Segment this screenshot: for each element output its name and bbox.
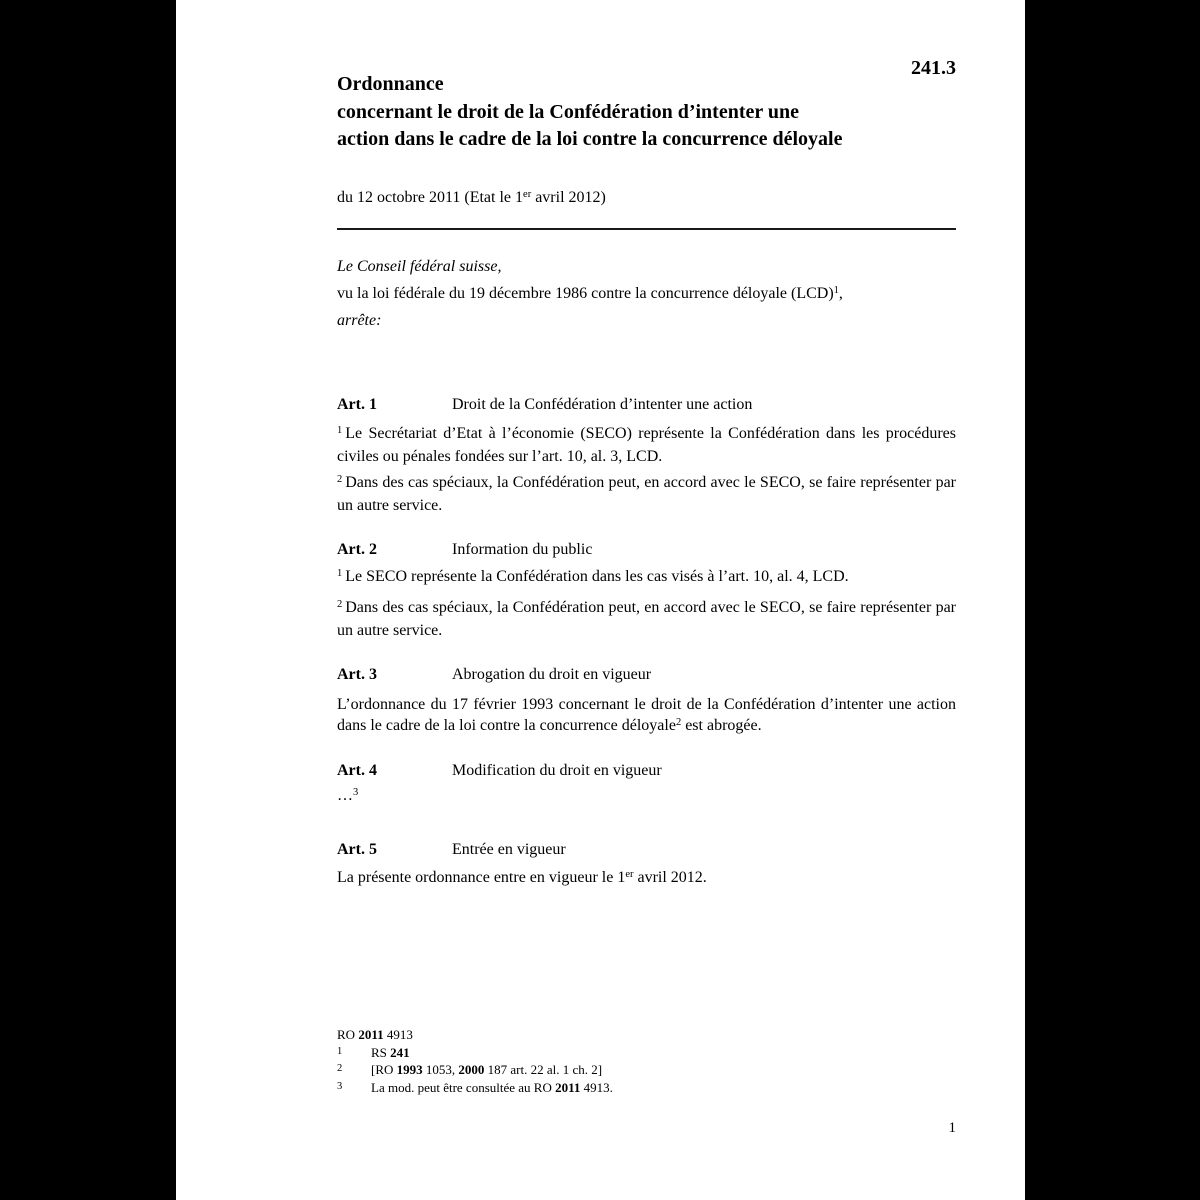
article-5-paragraph-1: [337, 868, 956, 891]
article-3-title: Abrogation du droit en vigueur: [452, 666, 652, 683]
ro-reference-line: [337, 1026, 956, 1044]
article-3-label: Art. 3: [337, 666, 377, 683]
article-4-title: Modification du droit en vigueur: [452, 762, 662, 779]
paragraph-text: Dans des cas spéciaux, la Confédération peut, en accord avec le SECO, se faire représenter par un autre service.: [337, 474, 956, 514]
article-2-label: Art. 2: [337, 541, 377, 558]
footnote-ref-2: 2: [675, 716, 682, 728]
footnote-3: [337, 1079, 956, 1097]
ro-text: RO: [337, 1027, 359, 1042]
paragraph-text: La présente ordonnance entre en vigueur le 1: [337, 869, 626, 886]
article-5-title: Entrée en vigueur: [452, 841, 566, 858]
article-2-title: Information du public: [452, 541, 593, 558]
title-line-3: action dans le cadre de la loi contre la concurrence déloyale: [337, 128, 843, 150]
preamble-author: Le Conseil fédéral suisse,: [337, 258, 502, 275]
footnote-2-number: 2: [337, 1063, 343, 1074]
preamble-vu-text: vu la loi fédérale du 19 décembre 1986 contre la concurrence déloyale (LCD): [337, 285, 834, 302]
footnote-1: [337, 1044, 956, 1062]
page-content: [337, 0, 956, 1200]
page-number: 1: [948, 1120, 956, 1136]
classification-number: 241.3: [911, 57, 956, 79]
paragraph-text: Le SECO représente la Confédération dans les cas visés à l’art. 10, al. 4, LCD.: [345, 568, 849, 585]
footnote-3-number: 3: [337, 1080, 343, 1092]
title-line-1: Ordonnance: [337, 73, 444, 95]
date-superscript: er: [625, 869, 634, 880]
footnote-bold: 241: [390, 1044, 410, 1060]
article-4-paragraph-1: [337, 786, 956, 809]
preamble-arrete: arrête:: [337, 312, 382, 329]
paragraph-number: 2: [337, 474, 343, 485]
preamble-vu: [337, 285, 956, 303]
article-1-heading: [337, 396, 956, 414]
article-2-heading: [337, 541, 956, 559]
footnote-text: RS: [371, 1044, 391, 1060]
article-1-label: Art. 1: [337, 396, 377, 413]
footnote-text: 1053,: [422, 1062, 459, 1077]
article-1-paragraph-2: [337, 473, 956, 516]
date-text-end: avril 2012): [531, 189, 606, 206]
article-4-heading: [337, 762, 956, 780]
header-divider: [337, 228, 956, 230]
article-3-paragraph-1: [337, 695, 956, 738]
date-text: du 12 octobre 2011 (Etat le 1: [337, 189, 524, 206]
footnote-text: La mod. peut être consultée au RO: [371, 1079, 556, 1095]
paragraph-text: …: [337, 787, 353, 804]
article-5-label: Art. 5: [337, 841, 377, 858]
footnote-2: [337, 1061, 956, 1079]
footnote-1-number: 1: [337, 1045, 343, 1057]
document-title: [337, 71, 956, 154]
footnote-ref-3: 3: [353, 787, 359, 798]
date-line: [337, 189, 956, 207]
ro-year: 2011: [358, 1027, 384, 1042]
article-4-label: Art. 4: [337, 762, 377, 779]
preamble-vu-end: ,: [838, 285, 843, 302]
date-superscript: er: [523, 189, 532, 200]
article-3-heading: [337, 666, 956, 684]
article-2-paragraph-1: [337, 567, 956, 590]
footnotes-block: [337, 1026, 956, 1096]
paragraph-text-end: est abrogée.: [681, 716, 762, 734]
article-5-heading: [337, 841, 956, 859]
paragraph-text: Dans des cas spéciaux, la Confédération peut, en accord avec le SECO, se faire représenter par un autre service.: [337, 599, 956, 639]
footnote-bold: 2000: [458, 1062, 485, 1077]
article-1-paragraph-1: [337, 424, 956, 467]
paragraph-number: 1: [337, 425, 343, 436]
footnote-text: 4913.: [580, 1079, 613, 1095]
title-line-2: concernant le droit de la Confédération d’intenter une: [337, 100, 800, 123]
footnote-ref-1: 1: [833, 285, 839, 296]
paragraph-text: Le Secrétariat d’Etat à l’économie (SECO) représente la Confédération dans les procédures civiles ou pénales fondées sur l’art. 10, al. 3, LCD.: [337, 425, 956, 465]
document-page: [176, 0, 1025, 1200]
article-2-paragraph-2: [337, 598, 956, 641]
footnote-text: [RO: [371, 1062, 397, 1077]
paragraph-text-end: avril 2012.: [633, 869, 707, 886]
paragraph-number: 2: [337, 599, 343, 610]
footnote-bold: 2011: [555, 1079, 581, 1095]
footnote-bold: 1993: [396, 1062, 423, 1077]
article-1-title: Droit de la Confédération d’intenter une action: [452, 396, 753, 413]
paragraph-text: L’ordonnance du 17 février 1993 concernant le droit de la Confédération d’intenter une action dans le cadre de la loi contre la concurrence déloyale: [337, 696, 956, 734]
ro-page: 4913: [383, 1027, 413, 1042]
paragraph-number: 1: [337, 568, 343, 579]
footnote-text: 187 art. 22 al. 1 ch. 2]: [484, 1062, 603, 1077]
